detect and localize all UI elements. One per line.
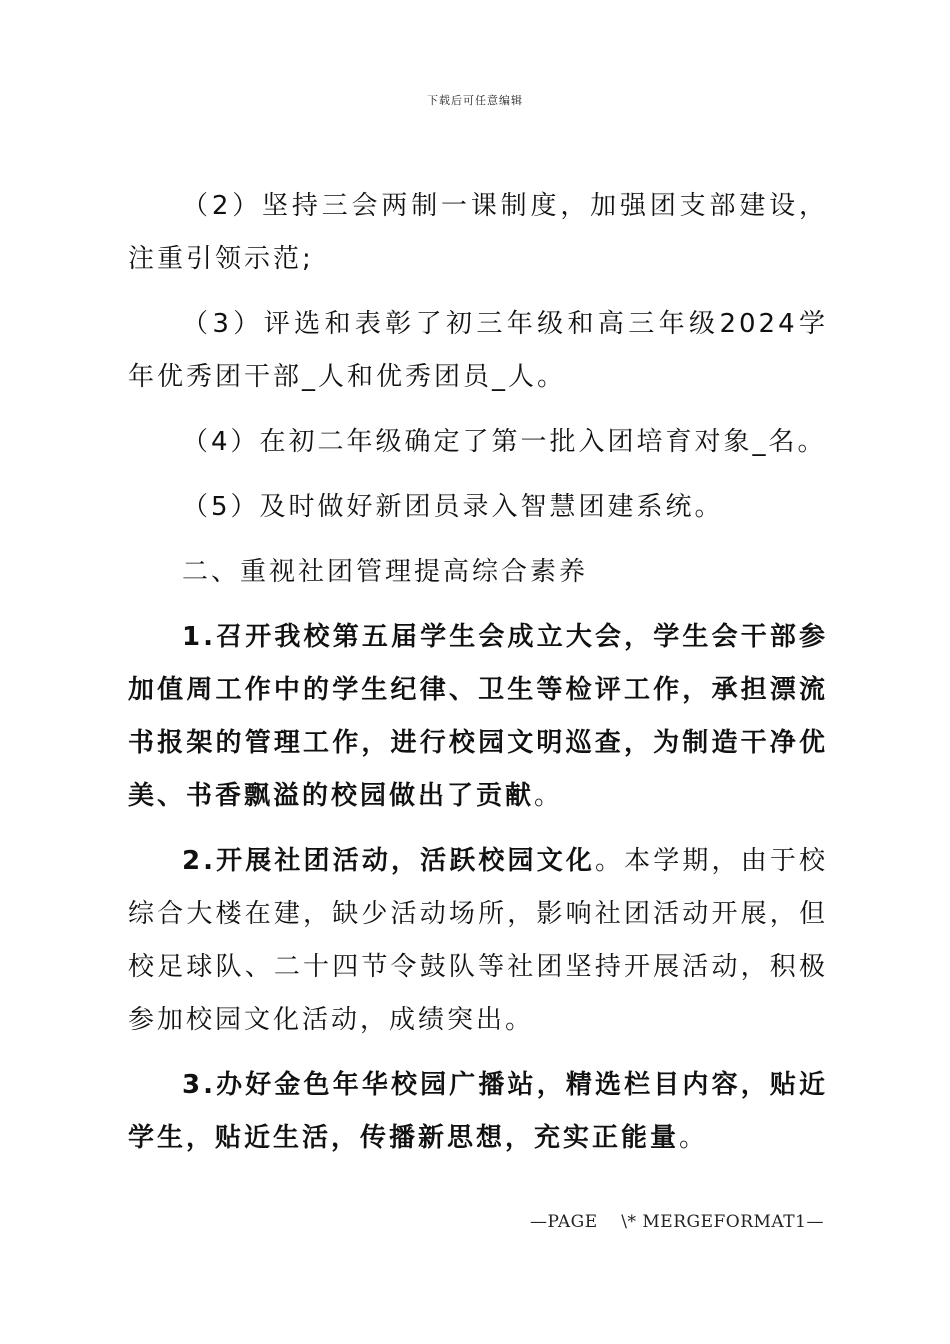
paragraph-item-3: （3）评选和表彰了初三年级和高三年级2024学年优秀团干部_人和优秀团员_人。 (128, 309, 828, 392)
point-2-bold-text: 2.开展社团活动，活跃校园文化 (182, 846, 595, 876)
paragraph-point-3 (128, 1059, 828, 1165)
paragraph-point-1 (128, 611, 828, 823)
point-3-end: 。 (679, 1123, 709, 1153)
point-2-body-text: 。本学期，由于校综合大楼在建，缺少活动场所，影响社团活动开展，但校足球队、二十四节令鼓队等社团坚持开展活动，积极参加校园文化活动，成绩突出。 (128, 846, 828, 1035)
paragraph-item-5: （5）及时做好新团员录入智慧团建系统。 (182, 492, 724, 522)
paragraph-item-4: （4）在初二年级确定了第一批入团培育对象_名。 (182, 427, 827, 457)
point-3-bold-text: 3.办好金色年华校园广播站，精选栏目内容，贴近学生，贴近生活，传播新思想，充实正能量 (128, 1070, 828, 1153)
page-footer: —PAGE \* MERGEFORMAT1— (530, 1212, 824, 1232)
section-heading-2: 二、重视社团管理提高综合素养 (182, 557, 589, 587)
point-1-end: 。 (534, 781, 564, 811)
document-body (128, 180, 828, 1165)
point-1-bold-text: 1.召开我校第五届学生会成立大会，学生会干部参加值周工作中的学生纪律、卫生等检评工作，承担漂流书报架的管理工作，进行校园文明巡查，为制造干净优美、书香飘溢的校园做出了贡献 (128, 622, 828, 811)
paragraph-point-2 (128, 835, 828, 1047)
page-header: 下载后可任意编辑 (427, 94, 523, 107)
paragraph-item-2: （2）坚持三会两制一课制度，加强团支部建设，注重引领示范; (128, 191, 828, 274)
